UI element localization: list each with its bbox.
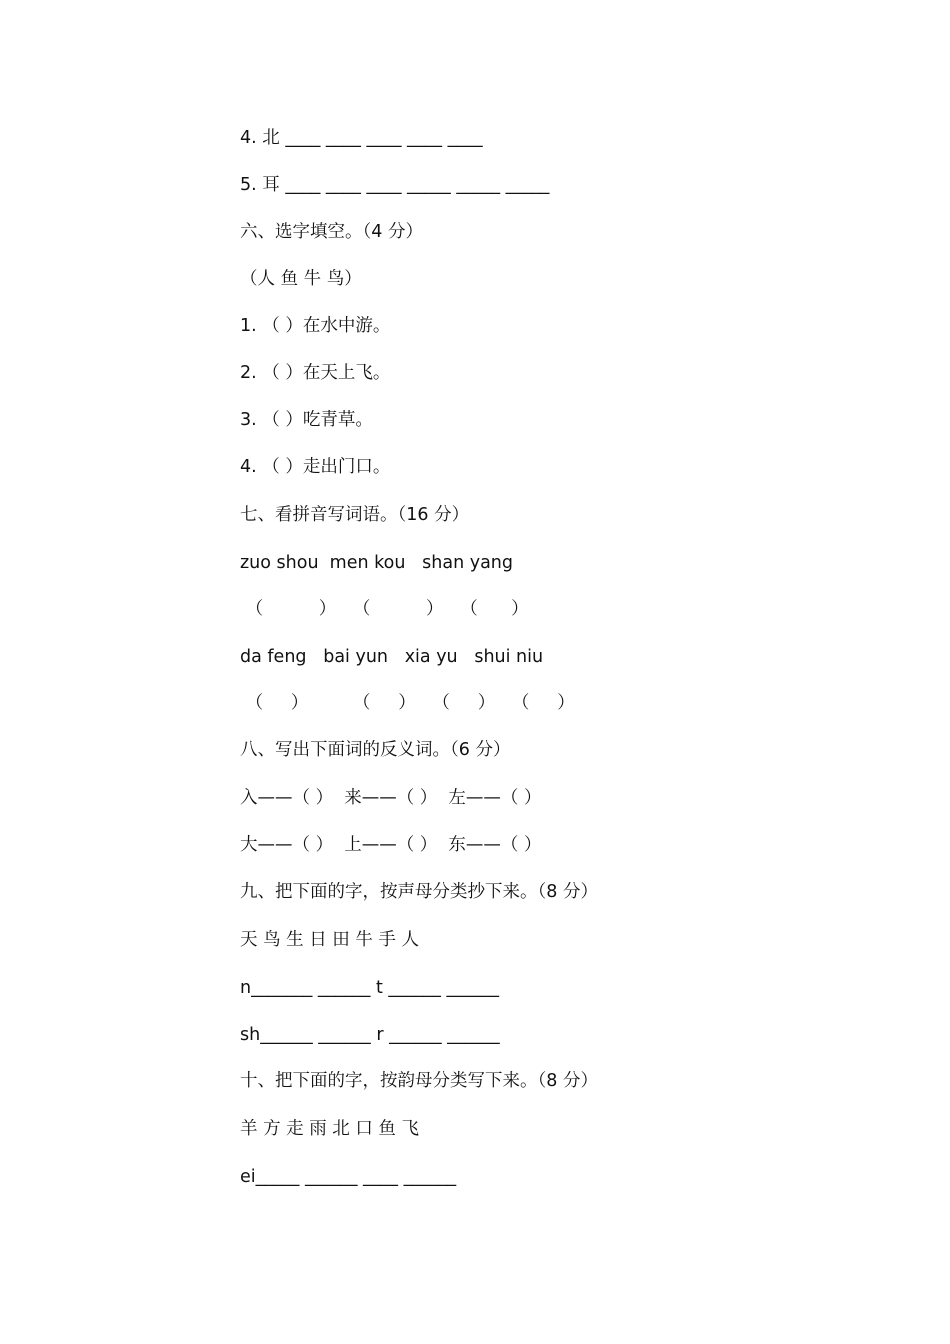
section-7-blank-row-1: （ ） （ ） （ ） bbox=[240, 599, 529, 619]
section-7-pinyin-row-2: da feng bai yun xia yu shui niu bbox=[240, 647, 544, 667]
section-6-heading: 六、选字填空。（4 分） bbox=[240, 222, 423, 242]
section-10-row-ei: ei_____ ______ ____ ______ bbox=[240, 1167, 457, 1187]
section-10-characters: 羊 方 走 雨 北 口 鱼 飞 bbox=[240, 1119, 419, 1139]
section-7-blank-row-2: （ ） （ ） （ ） （ ） bbox=[240, 693, 575, 713]
section-6-item-3: 3. （ ）吃青草。 bbox=[240, 410, 373, 430]
section-8-row-1: 入——（ ） 来——（ ） 左——（ ） bbox=[240, 788, 542, 808]
section-10-heading: 十、把下面的字，按韵母分类写下来。（8 分） bbox=[240, 1071, 598, 1091]
section-9-row-sh-r: sh______ ______ r ______ ______ bbox=[240, 1025, 500, 1045]
q5-item-4-line: 4. 北 ____ ____ ____ ____ ____ bbox=[240, 128, 483, 148]
section-8-row-2: 大——（ ） 上——（ ） 东——（ ） bbox=[240, 835, 542, 855]
section-8-heading: 八、写出下面词的反义词。（6 分） bbox=[240, 740, 511, 760]
section-9-row-n-t: n_______ ______ t ______ ______ bbox=[240, 978, 499, 998]
section-7-heading: 七、看拼音写词语。（16 分） bbox=[240, 505, 470, 525]
q5-item-5-line: 5. 耳 ____ ____ ____ _____ _____ _____ bbox=[240, 175, 550, 195]
section-6-word-bank: （人 鱼 牛 鸟） bbox=[240, 269, 362, 289]
section-9-heading: 九、把下面的字，按声母分类抄下来。（8 分） bbox=[240, 882, 598, 902]
section-6-item-4: 4. （ ）走出门口。 bbox=[240, 457, 391, 477]
section-7-pinyin-row-1: zuo shou men kou shan yang bbox=[240, 553, 514, 573]
section-6-item-1: 1. （ ）在水中游。 bbox=[240, 316, 391, 336]
section-6-item-2: 2. （ ）在天上飞。 bbox=[240, 363, 391, 383]
section-9-characters: 天 鸟 生 日 田 牛 手 人 bbox=[240, 930, 419, 950]
